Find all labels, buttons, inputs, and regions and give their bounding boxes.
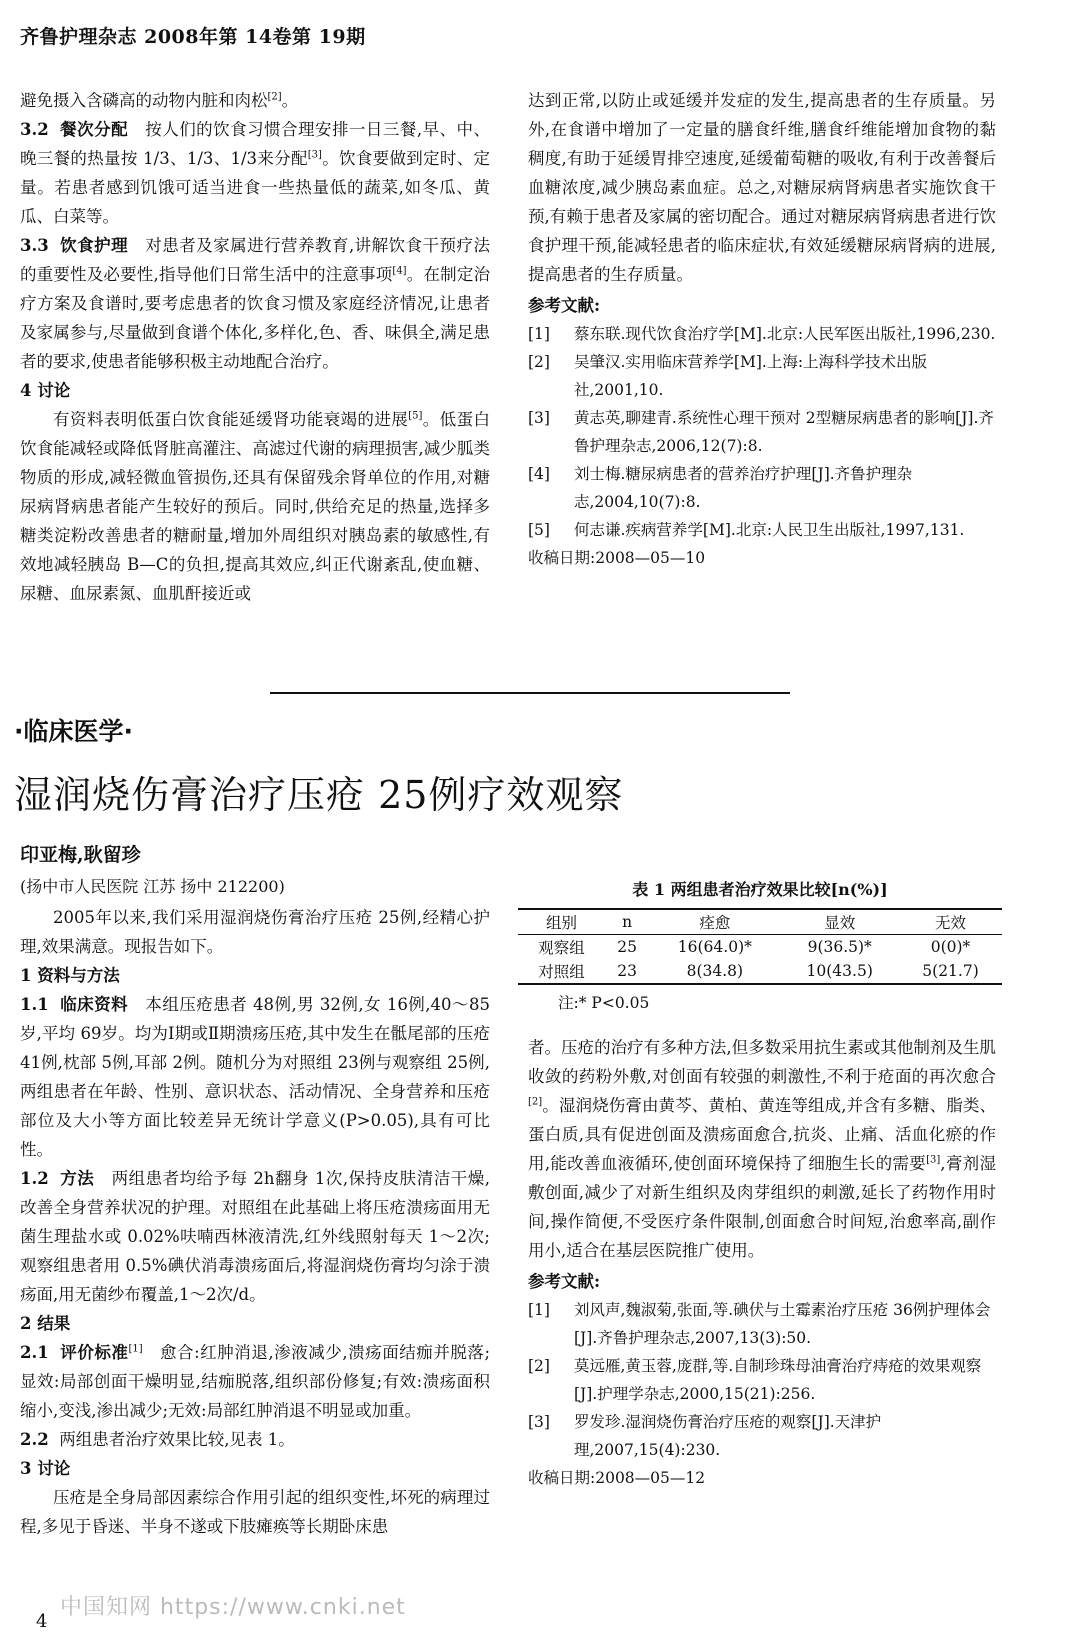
section-3-paragraph: 压疮是全身局部因素综合作用引起的组织变性,坏死的病理过程,多见于昏迷、半身不遂或下肢瘫痪等长期卧床患 — [20, 1488, 490, 1536]
reference-item: [1] 蔡东联.现代饮食治疗学[M].北京:人民军医出版社,1996,230. — [528, 325, 996, 343]
received-date: 收稿日期:2008—05—12 — [528, 1469, 706, 1487]
section-2-heading: 2 结果 — [20, 1314, 71, 1333]
table-1-block — [518, 877, 1002, 1013]
table-header-cell: n — [622, 913, 633, 931]
bottom-left-column — [20, 903, 490, 1541]
section-2-1: 2.1 评价标准[1] 愈合:红肿消退,渗液减少,溃疡面结痂并脱落;显效:局部创面干燥明显,结痂脱落,组织部份修复;有效:溃疡面积缩小,变浅,渗出减少;无效:局部红肿消退不明显或加重。 — [20, 1343, 490, 1420]
table-header-cell: 显效 — [824, 914, 856, 932]
reference-list — [528, 1296, 996, 1464]
reference-item: [4] 刘士梅.糖尿病患者的营养治疗护理[J].齐鲁护理杂志,2004,10(7):8. — [528, 465, 913, 511]
table-cell: 0(0)* — [930, 938, 971, 956]
table-header-cell: 痊愈 — [699, 914, 731, 932]
table-cell: 16(64.0)* — [677, 938, 752, 956]
intro-paragraph: 2005年以来,我们采用湿润烧伤膏治疗压疮 25例,经精心护理,效果满意。现报告如下。 — [20, 908, 490, 956]
table-header-cell: 组别 — [546, 914, 578, 932]
section-1-heading: 1 资料与方法 — [20, 966, 120, 985]
section-3-heading: 3 讨论 — [20, 1459, 71, 1478]
section-1-1: 1.1 临床资料 本组压疮患者 48例,男 32例,女 16例,40～85岁,平均 69岁。均为Ⅰ期或Ⅱ期溃疡压疮,其中发生在骶尾部的压疮 41例,枕部 5例,耳部 2例。随机分为对照组 23例与观察组 25例,两组患者在年龄、性别、意识状态、活动情况、全身营养和压疮部位及大小等方面比较差异无统计学意义(P>0.05),具有可比性。 — [20, 995, 490, 1159]
received-date: 收稿日期:2008—05—10 — [528, 549, 706, 567]
section-divider — [270, 692, 790, 694]
reference-item: [2] 吴肇汉.实用临床营养学[M].上海:上海科学技术出版社,2001,10. — [528, 353, 928, 399]
table-note: 注:* P<0.05 — [558, 994, 650, 1012]
reference-item: [3] 黄志英,聊建青.系统性心理干预对 2型糖尿病患者的影响[J].齐鲁护理杂志,2006,12(7):8. — [528, 409, 994, 455]
table-cell: 25 — [617, 938, 638, 956]
article-authors: 印亚梅,耿留珍 — [20, 844, 141, 866]
table-header-cell: 无效 — [935, 914, 967, 932]
reference-list — [528, 320, 996, 544]
top-left-column — [20, 86, 490, 608]
paragraph: 者。压疮的治疗有多种方法,但多数采用抗生素或其他制剂及生肌收敛的药粉外敷,对创面有较强的刺激性,不利于疮面的再次愈合[2]。湿润烧伤膏由黄芩、黄柏、黄连等组成,并含有多糖、脂类、蛋白质,具有促进创面及溃疡面愈合,抗炎、止痛、活血化瘀的作用,能改善血液循环,使创面环境保持了细胞生长的需要[3],膏剂湿敷创面,减少了对新生组织及肉芽组织的刺激,延长了药物作用时间,操作简便,不受医疗条件限制,创面愈合时间短,治愈率高,副作用小,适合在基层医院推广使用。 — [528, 1038, 996, 1260]
table-cell: 对照组 — [538, 963, 585, 981]
journal-header: 齐鲁护理杂志 2008年第 14卷第 19期 — [20, 26, 366, 48]
table-cell: 5(21.7) — [922, 962, 979, 980]
table-cell: 8(34.8) — [686, 962, 744, 980]
reference-item: [2] 莫远雁,黄玉蓉,庞群,等.自制珍珠母油膏治疗痔疮的效果观察[J].护理学杂志,2000,15(21):256. — [528, 1357, 982, 1403]
paragraph: 避免摄入含磷高的动物内脏和肉松[2]。 — [20, 91, 299, 110]
reference-item: [1] 刘风声,魏淑菊,张面,等.碘伏与土霉素治疗压疮 36例护理体会[J].齐鲁护理杂志,2007,13(3):50. — [528, 1301, 991, 1347]
results-table — [518, 908, 1002, 985]
table-cell: 9(36.5)* — [807, 938, 872, 956]
reference-item: [3] 罗发珍.湿润烧伤膏治疗压疮的观察[J].天津护理,2007,15(4):230. — [528, 1413, 882, 1459]
reference-item: [5] 何志谦.疾病营养学[M].北京:人民卫生出版社,1997,131. — [528, 521, 965, 539]
section-4-heading: 4 讨论 — [20, 381, 71, 400]
section-3-2: 3.2 餐次分配 按人们的饮食习惯合理安排一日三餐,早、中、晚三餐的热量按 1/3、1/3、1/3来分配[3]。饮食要做到定时、定量。若患者感到饥饿可适当进食一些热量低的蔬菜,如冬瓜、黄瓜、白菜等。 — [20, 120, 490, 226]
table-row — [518, 959, 1002, 984]
references-heading: 参考文献: — [528, 1272, 601, 1291]
table-header-row — [518, 909, 1002, 935]
paragraph: 达到正常,以防止或延缓并发症的发生,提高患者的生存质量。另外,在食谱中增加了一定量的膳食纤维,膳食纤维能增加食物的黏稠度,有助于延缓胃排空速度,延缓葡萄糖的吸收,有利于改善餐后血糖浓度,减少胰岛素血症。总之,对糖尿病肾病患者实施饮食干预,有赖于患者及家属的密切配合。通过对糖尿病肾病患者进行饮食护理干预,能减轻患者的临床症状,有效延缓糖尿病肾病的进展,提高患者的生存质量。 — [528, 91, 996, 284]
section-4-paragraph: 有资料表明低蛋白饮食能延缓肾功能衰竭的进展[5]。低蛋白饮食能减轻或降低肾脏高灌注、高滤过代谢的病理损害,减少胍类物质的形成,减轻微血管损伤,还具有保留残余肾单位的作用,对糖尿病肾病患者能产生较好的预后。同时,供给充足的热量,选择多糖类淀粉改善患者的糖耐量,增加外周组织对胰岛素的敏感性,有效地减轻胰岛 B—C的负担,提高其效应,纠正代谢紊乱,使血糖、尿糖、血尿素氮、血肌酐接近或 — [20, 410, 491, 603]
watermark: 中国知网 https://www.cnki.net — [60, 1595, 406, 1620]
table-cell: 23 — [617, 962, 638, 980]
table-caption: 表 1 两组患者治疗效果比较[n(%)] — [632, 880, 888, 899]
section-2-2: 2.2 两组患者治疗效果比较,见表 1。 — [20, 1430, 295, 1449]
top-right-column — [528, 86, 996, 573]
article-title: 湿润烧伤膏治疗压疮 25例疗效观察 — [14, 773, 624, 817]
bottom-right-column — [528, 1033, 996, 1493]
table-row — [518, 935, 1002, 960]
table-cell: 10(43.5) — [806, 962, 873, 980]
article-category: ·临床医学· — [14, 717, 133, 746]
section-3-3: 3.3 饮食护理 对患者及家属进行营养教育,讲解饮食干预疗法的重要性及必要性,指导他们日常生活中的注意事项[4]。在制定治疗方案及食谱时,要考虑患者的饮食习惯及家庭经济情况,让患者及家属参与,尽量做到食谱个体化,多样化,色、香、味俱全,满足患者的要求,使患者能够积极主动地配合治疗。 — [20, 236, 491, 371]
page-number: 4 — [36, 1611, 48, 1632]
table-cell: 观察组 — [538, 939, 585, 957]
section-1-2: 1.2 方法 两组患者均给予每 2h翻身 1次,保持皮肤清洁干燥,改善全身营养状况的护理。对照组在此基础上将压疮溃疡面用无菌生理盐水或 0.02%呋喃西林液清洗,红外线照射每天 1～2次;观察组患者用 0.5%碘伏消毒溃疡面后,将湿润烧伤膏均匀涂于溃疡面,用无菌纱布覆盖,1～2次/d。 — [20, 1169, 490, 1304]
article-affiliation: (扬中市人民医院 江苏 扬中 212200) — [20, 877, 285, 896]
references-heading: 参考文献: — [528, 296, 601, 315]
